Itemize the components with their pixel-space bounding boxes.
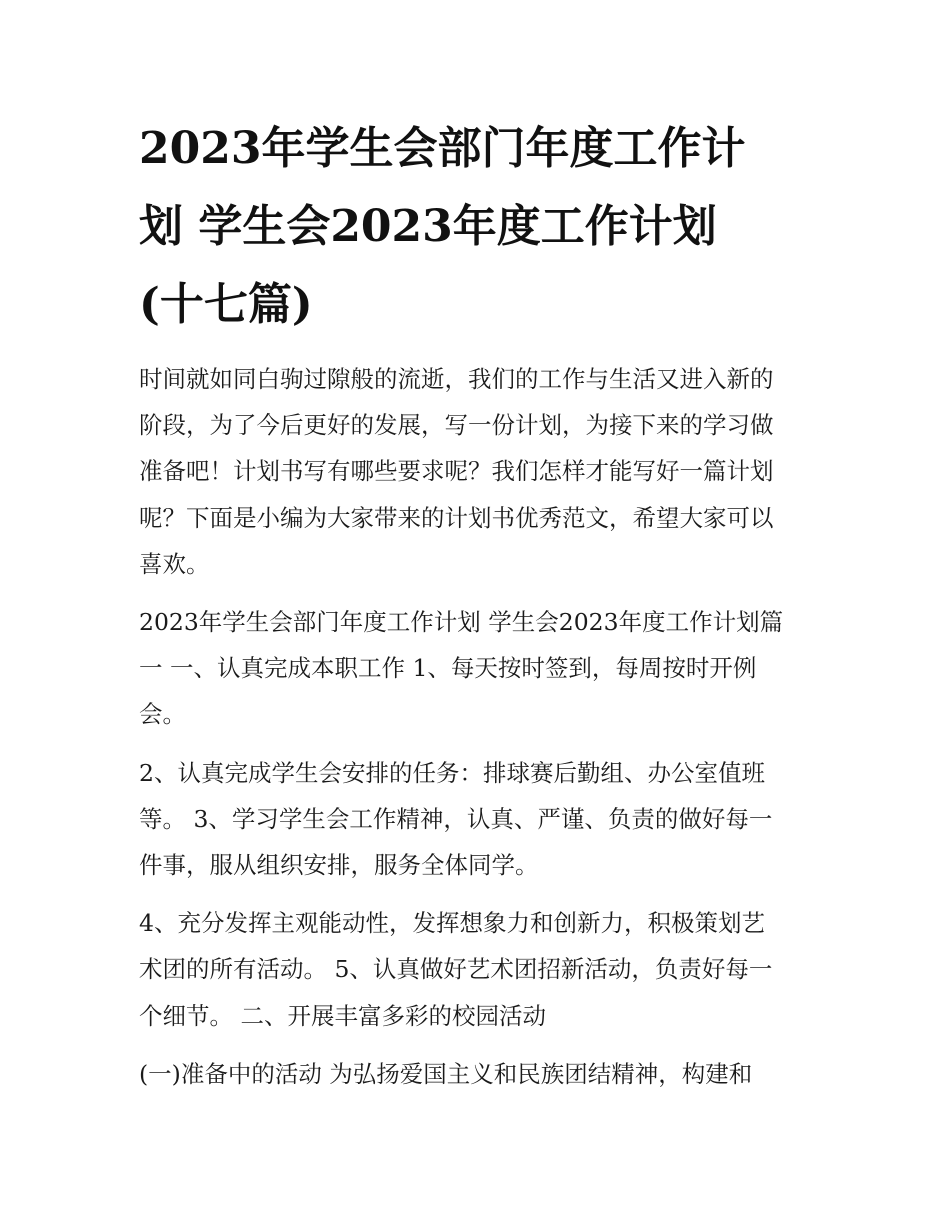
title-line: 2023年学生会部门年度工作计 [139,123,746,174]
text-line: 一 一、认真完成本职工作 1、每天按时签到，每周按时开例 [139,654,757,683]
title-line: 划 学生会2023年度工作计划 [139,201,717,252]
title-line: (十七篇) [139,279,313,330]
text-line: 件事，服从组织安排，服务全体同学。 [139,851,539,880]
text-line: 时间就如同白驹过隙般的流逝，我们的工作与生活又进入新的 [139,365,774,393]
text-line: 个细节。 二、开展丰富多彩的校园活动 [139,1001,546,1030]
document-title [139,110,819,344]
text-line: 会。 [139,700,186,729]
text-line: 喜欢。 [139,549,210,578]
task-paragraph [139,750,819,889]
text-line: 准备吧！计划书写有哪些要求呢？我们怎样才能写好一篇计划 [139,457,774,486]
section-heading-paragraph [139,599,819,738]
text-line: 2、认真完成学生会安排的任务：排球赛后勤组、办公室值班 [139,758,765,787]
text-line: 2023年学生会部门年度工作计划 学生会2023年度工作计划篇 [139,608,784,637]
text-line: 呢？下面是小编为大家带来的计划书优秀范文，希望大家可以 [139,503,774,532]
text-line: 等。 3、学习学生会工作精神，认真、严谨、负责的做好每一 [139,804,773,833]
initiative-paragraph [139,900,819,1039]
text-line: 阶段，为了今后更好的发展，写一份计划，为接下来的学习做 [139,411,774,440]
document-body [139,356,819,1109]
activity-paragraph [139,1051,819,1097]
text-line: (一)准备中的活动 为弘扬爱国主义和民族团结精神，构建和 [139,1059,753,1088]
text-line: 4、充分发挥主观能动性，发挥想象力和创新力，积极策划艺 [139,909,765,938]
text-line: 术团的所有活动。 5、认真做好艺术团招新活动，负责好每一 [139,955,773,984]
intro-paragraph [139,356,819,587]
